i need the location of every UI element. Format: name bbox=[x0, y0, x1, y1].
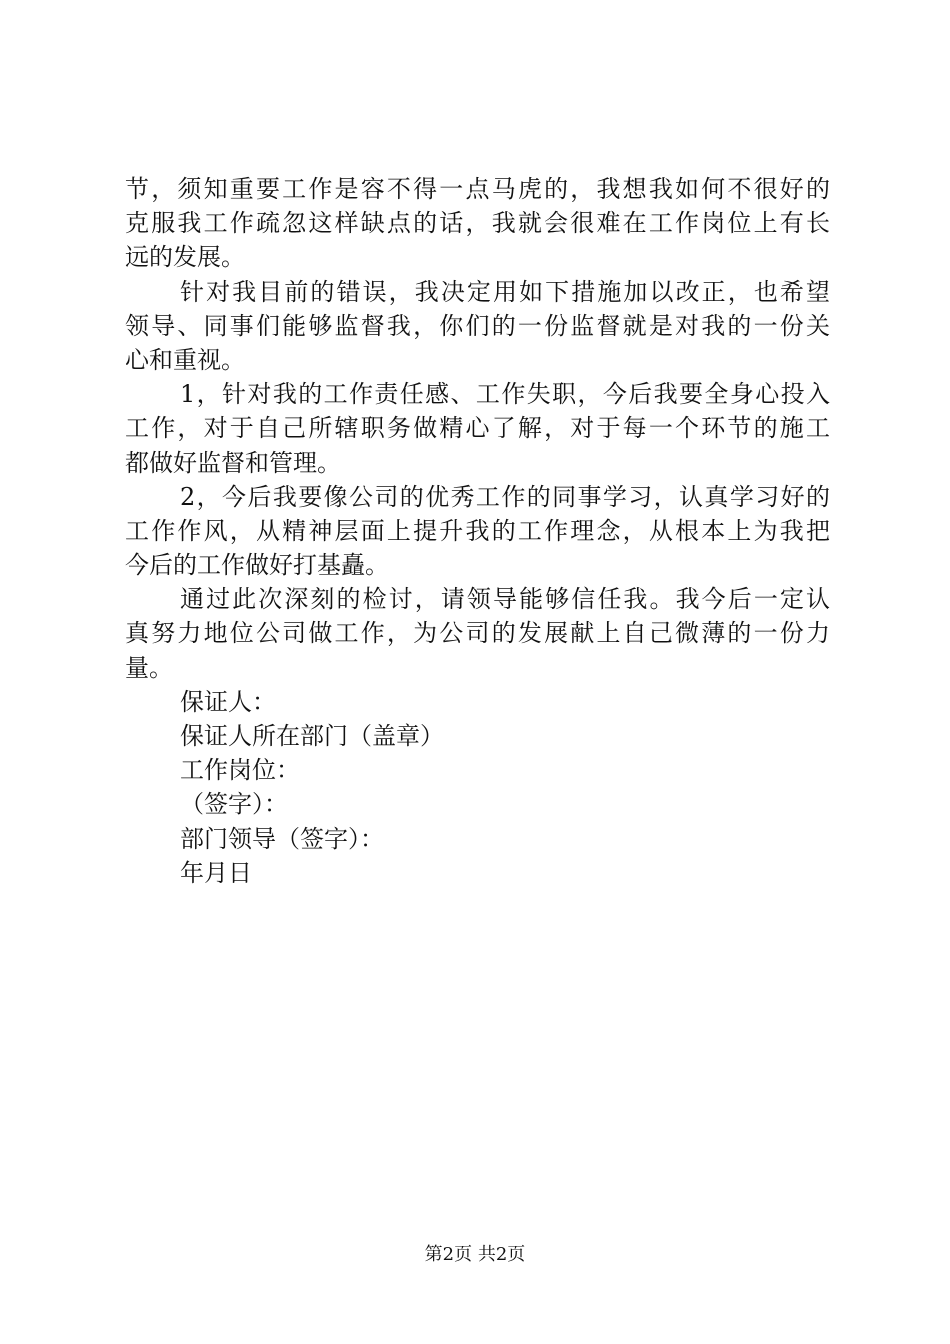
paragraph-first-line: 通过此次深刻的检讨，请领导能够信任我。我今后一定认 bbox=[180, 585, 830, 614]
page-footer bbox=[0, 1243, 950, 1267]
guarantor-label: 保证人： bbox=[180, 687, 276, 716]
department-leader-signature-label: 部门领导（签字）： bbox=[180, 824, 384, 853]
text-line: 工作作风，从精神层面上提升我的工作理念，从根本上为我把 bbox=[125, 516, 830, 545]
paragraph-first-line: 针对我目前的错误，我决定用如下措施加以改正，也希望 bbox=[180, 277, 830, 306]
text-line: 都做好监督和管理。 bbox=[125, 448, 341, 477]
total-pages: 共2页 bbox=[477, 1244, 526, 1265]
text-line: 工作，对于自己所辖职务做精心了解，对于每一个环节的施工 bbox=[125, 414, 830, 443]
signature-label: （签字）： bbox=[180, 790, 288, 819]
text-line: 远的发展。 bbox=[125, 243, 245, 272]
guarantor-department-label: 保证人所在部门（盖章） bbox=[180, 722, 444, 750]
text-line: 真努力地位公司做工作，为公司的发展献上自己微薄的一份力 bbox=[125, 619, 830, 648]
list-item-2-line: 2，今后我要像公司的优秀工作的同事学习，认真学习好的 bbox=[180, 482, 830, 511]
text-line: 节，须知重要工作是容不得一点马虎的，我想我如何不很好的 bbox=[125, 175, 830, 203]
text-line: 今后的工作做好打基矗。 bbox=[125, 551, 389, 580]
document-body bbox=[125, 172, 830, 890]
date-label: 年月日 bbox=[180, 858, 252, 887]
job-position-label: 工作岗位： bbox=[180, 756, 300, 785]
text-line: 心和重视。 bbox=[125, 345, 245, 374]
text-line: 领导、同事们能够监督我，你们的一份监督就是对我的一份关 bbox=[125, 311, 830, 340]
text-line: 量。 bbox=[125, 653, 173, 682]
text-line: 克服我工作疏忽这样缺点的话，我就会很难在工作岗位上有长 bbox=[125, 209, 830, 238]
list-item-1-line: 1，针对我的工作责任感、工作失职，今后我要全身心投入 bbox=[180, 380, 830, 409]
page-number: 第2页 bbox=[424, 1244, 473, 1265]
